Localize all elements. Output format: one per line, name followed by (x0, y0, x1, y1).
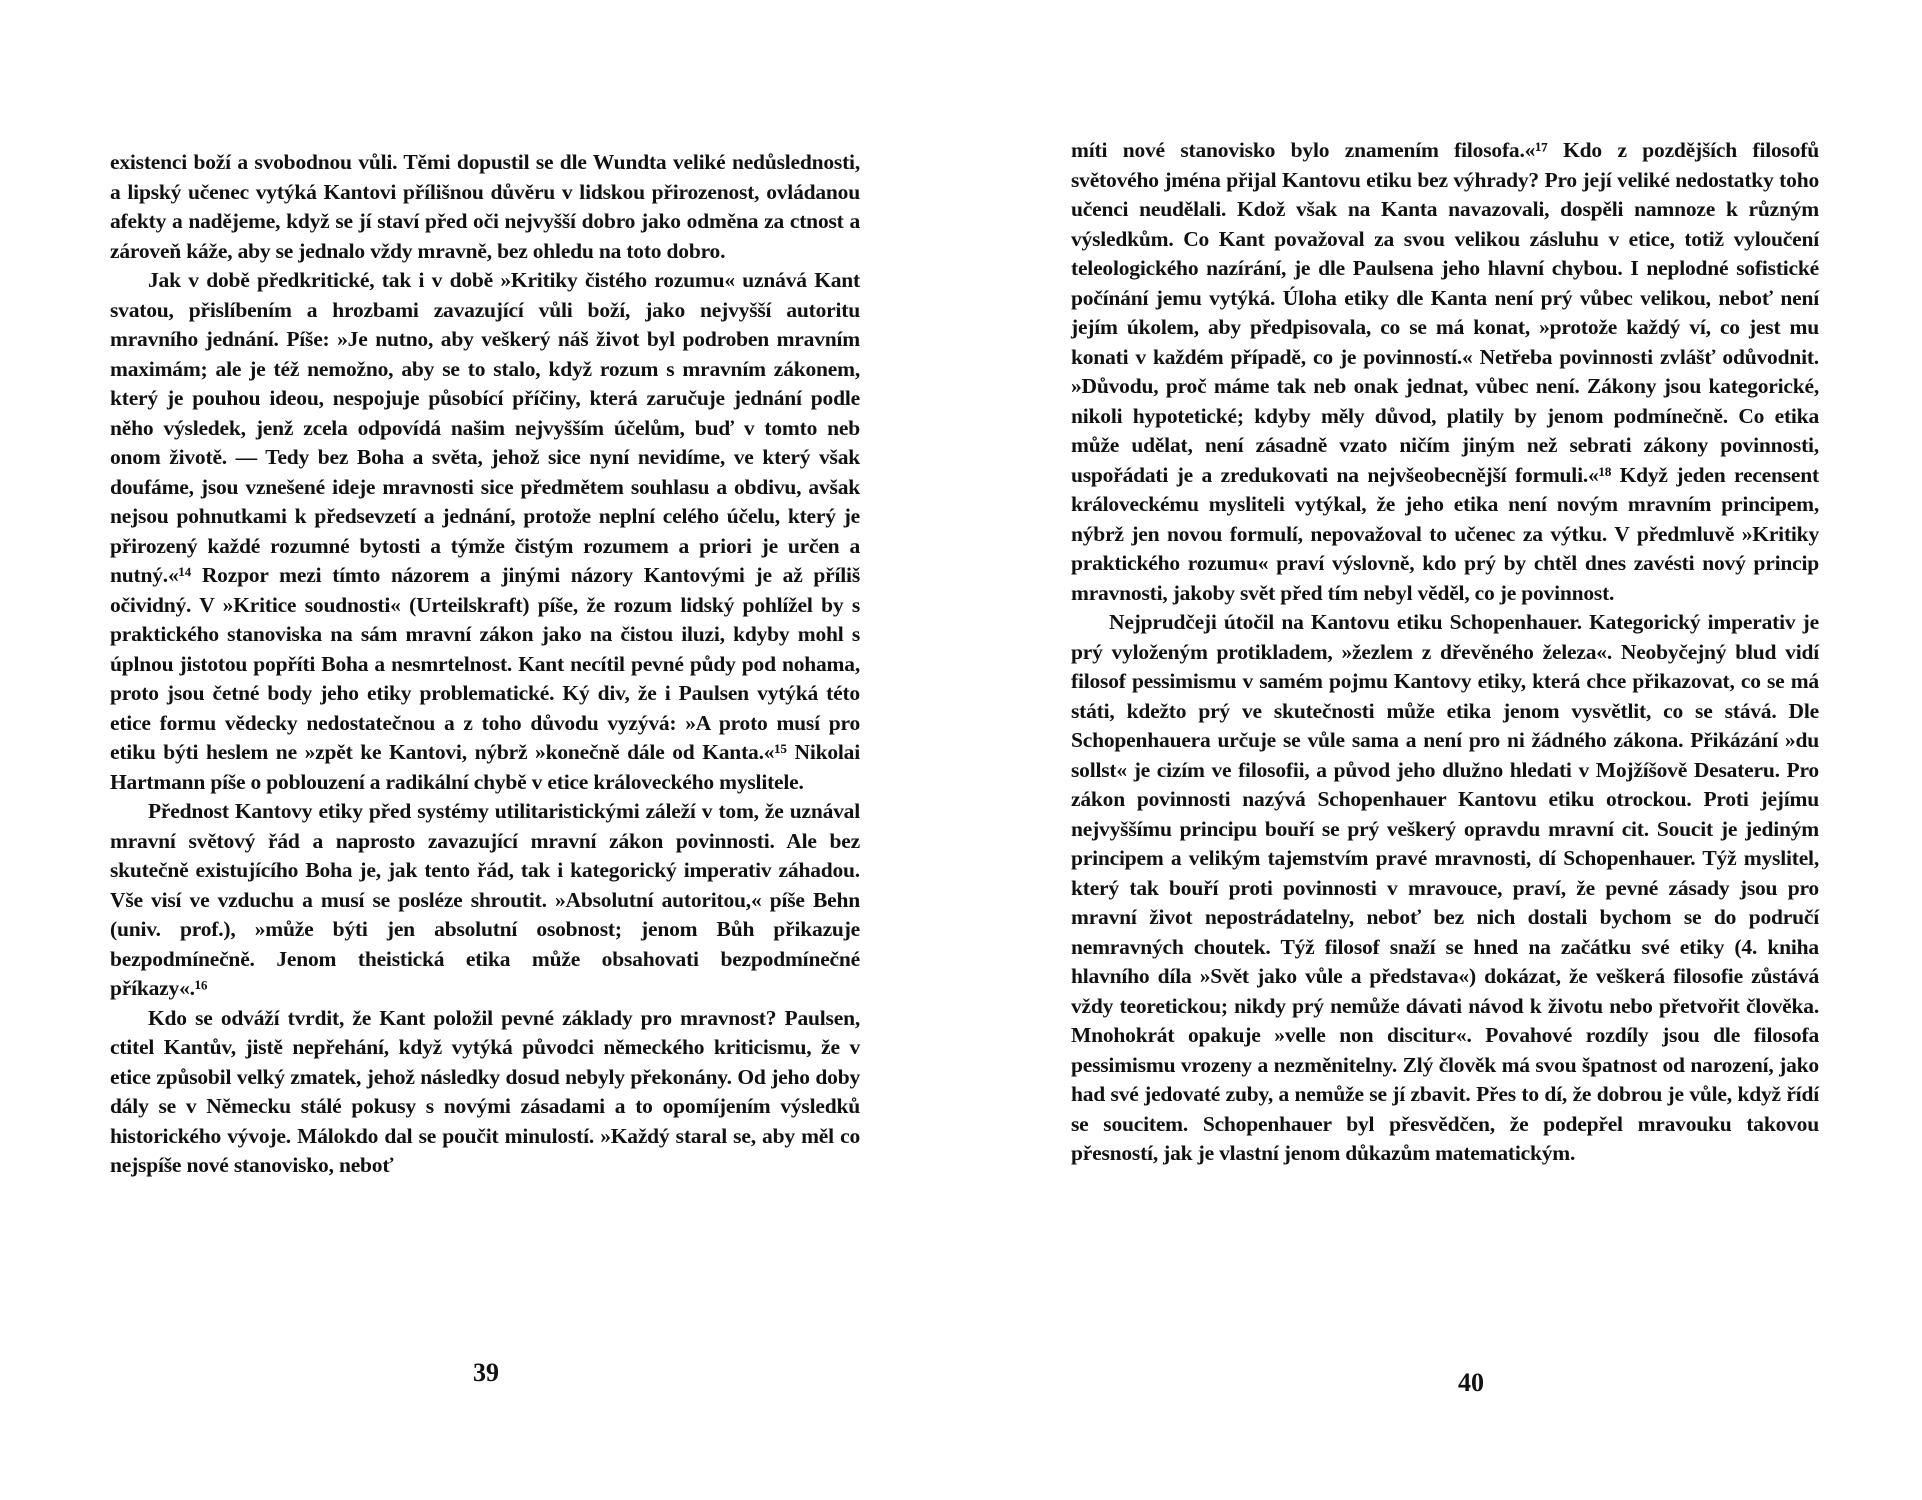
right-paragraph-2: Nejprudčeji útočil na Kantovu etiku Schopenhauer. Kategorický imperativ je prý vyloženým protikladem, »žezlem z dřevěného železa«. Neobyčejný blud vidí filosof pessimismu v samém pojmu Kantovy etiky, která chce přikazovat, co se má státi, kdežto prý ve skutečnosti může etika jenom vysvětlit, co se stává. Dle Schopenhauera určuje se vůle sama a není pro ni žádného zákona. Přikázání »du sollst« je cizím ve filosofii, a původ jeho dlužno hledati v Mojžíšově Desateru. Pro zákon povinnosti nazývá Schopenhauer Kantovu etiku otrockou. Proti jejímu nejvyššímu principu bouří se prý veškerý opravdu mravní cit. Soucit je jediným principem a velikým tajemstvím pravé mravnosti, dí Schopenhauer. Týž myslitel, který tak bouří proti povinnosti v mravouce, praví, že pevné zásady jsou pro mravní život nepostrádatelny, neboť bez nich dostali bychom se do područí nemravných choutek. Týž filosof snaží se hned na začátku své etiky (4. kniha hlavního díla »Svět jako vůle a představa«) dokázat, že veškerá filosofie zůstává vždy teoretickou; nikdy prý nemůže dávati návod k životu nebo přetvořit člověka. Mnohokrát opakuje »velle non discitur«. Povahové rozdíly jsou dle filosofa pessimismu vrozeny a nezměnitelny. Zlý člověk má svou špatnost od narození, jako had své jedovaté zuby, a nemůže se jí zbavit. Přes to dí, že dobrou je vůle, když řídí se soucitem. Schopenhauer byl přesvědčen, že podepřel mravouku takovou přesností, jak je vlastní jenom důkazům matematickým. (1071, 610, 1819, 1165)
left-paragraph-1: existenci boží a svobodnou vůli. Těmi dopustil se dle Wundta veliké nedůslednosti, a lipský učenec vytýká Kantovi přílišnou důvěru v lidskou přirozenost, ovládanou afekty a nadějeme, když se jí staví před oči nejvyšší dobro jako odměna za ctnost a zároveň káže, aby se jednalo vždy mravně, bez ohledu na toto dobro. (110, 150, 860, 263)
left-paragraph-2: Jak v době předkritické, tak i v době »Kritiky čistého rozumu« uznává Kant svatou, přislíbením a hrozbami zavazující vůli boží, jako nejvyšší autoritu mravního jednání. Píše: »Je nutno, aby veškerý náš život byl podroben mravním maximám; ale je též nemožno, aby se to stalo, když rozum s mravním zákonem, který je pouhou ideou, nespojuje působící příčiny, která zaručuje jednání podle něho výsledek, jenž zcela odpovídá našim nejvyšším účelům, buď v tomto neb onom životě. — Tedy bez Boha a světa, jehož sice nyní nevidíme, ve který však doufáme, jsou vznešené ideje mravnosti sice předmětem souhlasu a obdivu, avšak nejsou pohnutkami k předsevzetí a jednání, protože neplní celého účelu, který je přirozený každé rozumné bytosti a týmže čistým rozumem a priori je určen a nutný.«¹⁴ Rozpor mezi tímto názorem a jinými názory Kantovými je až příliš očividný. V »Kritice soudnosti« (Urteilskraft) píše, že rozum lidský pohlížel by s praktického stanoviska na sám mravní zákon jako na čistou iluzi, kdyby mohl s úplnou jistotou popříti Boha a nesmrtelnost. Kant necítil pevné půdy pod nohama, proto jsou četné body jeho etiky problematické. Ký div, že i Paulsen vytýká této etice formu vědecky nedostatečnou a z toho důvodu vyzývá: »A proto musí pro etiku býti heslem ne »zpět ke Kantovi, nýbrž »konečně dále od Kanta.«¹⁵ Nikolai Hartmann píše o poblouzení a radikální chybě v etice královeckého myslitele. (110, 268, 860, 794)
right-page-text (1071, 136, 1819, 1169)
right-page-number: 40 (1458, 1368, 1484, 1397)
right-page (961, 0, 1922, 1500)
left-page-text (110, 148, 860, 1181)
right-paragraph-1: míti nové stanovisko bylo znamením filosofa.«¹⁷ Kdo z pozdějších filosofů světového jména přijal Kantovu etiku bez výhrady? Pro její veliké nedostatky toho učenci neudělali. Kdož však na Kanta navazovali, dospěli namnoze k různým výsledkům. Co Kant považoval za svou velikou zásluhu v etice, totiž vyloučení teleologického nazírání, je dle Paulsena jeho hlavní chybou. I neplodné sofistické počínání jemu vytýká. Úloha etiky dle Kanta není prý vůbec velikou, neboť není jejím úkolem, aby předpisovala, co se má konat, »protože každý ví, co jest mu konati v každém případě, co je povinností.« Netřeba povinnosti zvlášť odůvodnit. »Důvodu, proč máme tak neb onak jednat, vůbec není. Zákony jsou kategorické, nikoli hypotetické; kdyby měly důvod, platily by jenom podmínečně. Co etika může udělat, není zásadně vzato ničím jiným než sebrati zákony povinnosti, uspořádati je a zredukovati na nejvšeobecnější formuli.«¹⁸ Když jeden recensent královeckému mysliteli vytýkal, že jeho etika není novým mravním principem, nýbrž jen novou formulí, nepovažoval to učenec za výtku. V předmluvě »Kritiky praktického rozumu« praví výslovně, kdo prý by chtěl dnes zavésti nový princip mravnosti, jakoby svět před tím nebyl věděl, co je povinnost. (1071, 138, 1819, 605)
left-paragraph-3: Přednost Kantovy etiky před systémy utilitaristickými záleží v tom, že uznával mravní světový řád a naprosto zavazující mravní zákon povinnosti. Ale bez skutečně existujícího Boha je, jak tento řád, tak i kategorický imperativ záhadou. Vše visí ve vzduchu a musí se posléze shroutit. »Absolutní autoritou,« píše Behn (univ. prof.), »může býti jen absolutní osobnost; jenom Bůh přikazuje bezpodmínečně. Jenom theistická etika může obsahovati bezpodmínečné příkazy«.¹⁶ (110, 799, 860, 1000)
left-page-number: 39 (473, 1358, 499, 1387)
left-paragraph-4: Kdo se odváží tvrdit, že Kant položil pevné základy pro mravnost? Paulsen, ctitel Kantův, jistě nepřehání, když vytýká původci německého kriticismu, že v etice způsobil velký zmatek, jehož následky dosud nebyly překonány. Od jeho doby dály se v Německu stálé pokusy s novými zásadami a to opomíjením výsledků historického vývoje. Málokdo dal se poučit minulostí. »Každý staral se, aby měl co nejspíše nové stanovisko, neboť (110, 1005, 860, 1177)
